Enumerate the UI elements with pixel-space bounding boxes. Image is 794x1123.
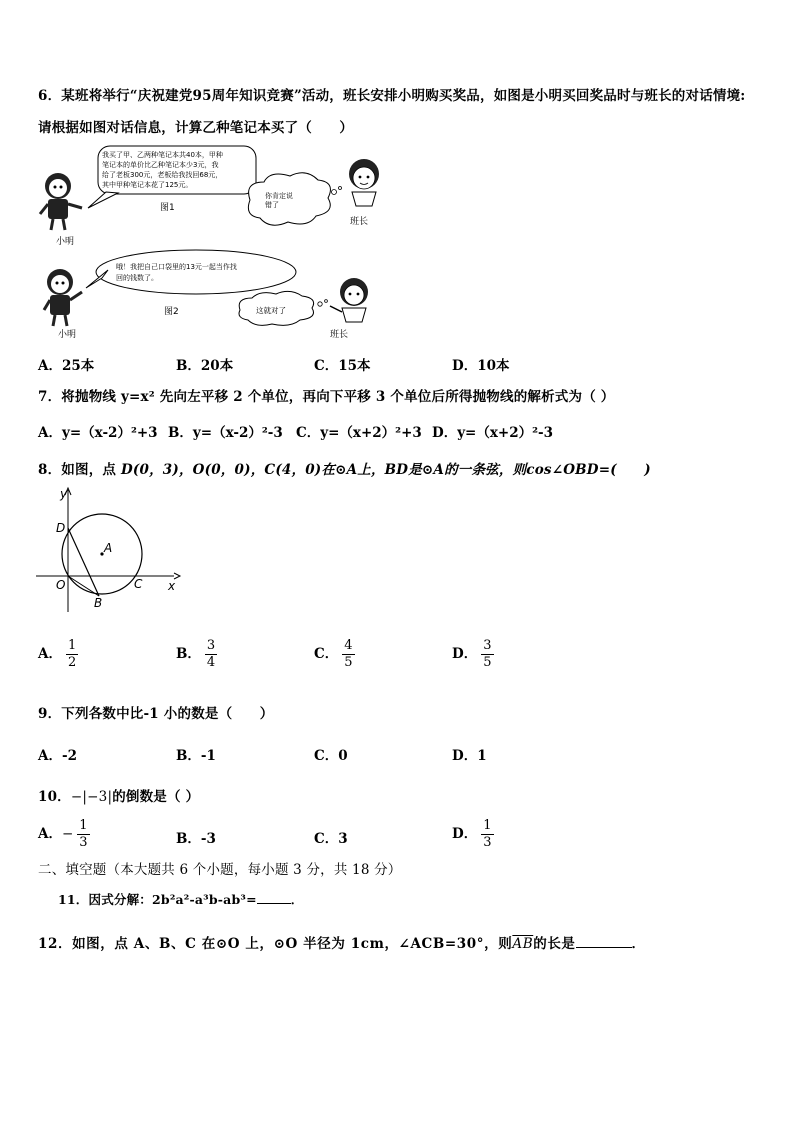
q10-option-b[interactable]: B．-3	[176, 831, 216, 847]
xiaoming-label-1: 小明	[56, 237, 75, 247]
q10-stem	[38, 785, 199, 805]
reply1-line-1: 你肯定说	[265, 192, 293, 200]
reply2-text: 这就对了	[256, 306, 286, 315]
q10-option-d-label: D．	[452, 826, 478, 842]
q7-option-a[interactable]: A．y=（x-2）²+3	[38, 425, 158, 441]
q12-stem-text: 12．如图，点 A、B、C 在⊙O 上，⊙O 半径为 1cm，∠ACB=30°，则	[38, 936, 513, 952]
q6-option-b[interactable]: B．20本	[176, 358, 234, 374]
label-c: C	[134, 577, 143, 591]
q10-expression: −|−3|	[70, 789, 113, 805]
q6-option-d[interactable]: D．10本	[452, 358, 510, 374]
q10-stem-suffix: 的倒数是（ ）	[112, 789, 200, 805]
q8-circle-figure	[34, 484, 184, 614]
q7-option-c[interactable]: C．y=（x+2）²+3	[296, 425, 422, 441]
q10-option-d[interactable]	[452, 818, 494, 851]
q12-answer-blank[interactable]	[576, 947, 632, 948]
q9-option-d[interactable]: D．1	[452, 748, 487, 764]
q8-option-c-fraction	[342, 638, 354, 671]
q8-option-b-den: 4	[206, 655, 216, 670]
q11-stem-text: 11．因式分解：2b²a²-a³b-ab³=	[58, 892, 257, 907]
q8-option-c-num: 4	[344, 638, 353, 653]
q10-option-a-den: 3	[79, 835, 88, 850]
q9-option-c[interactable]: C．0	[314, 748, 348, 764]
q8-option-a-label: A．	[38, 646, 62, 662]
q8-option-c-den: 5	[344, 655, 353, 670]
bubble1-line-3: 给了老板300元，老板给我找回68元，	[102, 171, 223, 179]
fig1-caption: 图1	[160, 203, 175, 213]
q8-option-a[interactable]	[38, 638, 78, 671]
q6-option-a[interactable]: A．25本	[38, 358, 95, 374]
q8-option-c-label: C．	[314, 646, 339, 662]
label-x: x	[168, 579, 176, 593]
q8-option-a-fraction	[66, 638, 78, 671]
bubble1-line-4: 其中甲种笔记本花了125元。	[102, 181, 193, 189]
q10-option-d-den: 3	[483, 835, 492, 850]
monitor-figure-1	[349, 159, 379, 206]
q9-option-b[interactable]: B．-1	[176, 748, 216, 764]
q10-option-d-fraction	[481, 818, 493, 851]
bubble1-line-1: 我买了甲、乙两种笔记本共40本，甲种	[102, 151, 223, 159]
label-a: A	[104, 541, 113, 555]
q8-option-b-num: 3	[206, 638, 216, 653]
fig2-caption: 图2	[164, 307, 179, 317]
label-d: D	[56, 521, 66, 535]
q6-stem-line1: 6．某班将举行“庆祝建党95周年知识竞赛”活动，班长安排小明购买奖品，如图是小明买回奖品时与班长的对话情境:	[38, 88, 746, 104]
bubble2-line-2: 回的钱数了。	[116, 274, 158, 282]
reply1-line-2: 错了	[265, 201, 279, 209]
q7-option-b[interactable]: B．y=（x-2）²-3	[168, 425, 283, 441]
label-o: O	[56, 578, 66, 592]
q9-stem: 9．下列各数中比-1 小的数是（ ）	[38, 706, 274, 722]
xiaoming-figure-1	[40, 173, 82, 230]
xiaoming-label-2: 小明	[58, 330, 77, 340]
monitor-figure-2	[330, 278, 368, 322]
q11-answer-blank[interactable]	[257, 903, 291, 904]
q12-stem	[38, 932, 646, 952]
q10-option-c[interactable]: C．3	[314, 831, 348, 847]
q8-stem	[38, 458, 651, 478]
q8-option-d[interactable]	[452, 638, 494, 671]
q10-option-a-label: A．	[38, 826, 62, 842]
q10-option-d-num: 1	[483, 818, 492, 833]
q7-stem: 7．将抛物线 y=x² 先向左平移 2 个单位，再向下平移 3 个单位后所得抛物线的解析式为（ ）	[38, 389, 615, 405]
q6-dialogue-figure	[36, 142, 396, 342]
section-2-heading: 二、填空题（本大题共 6 个小题，每小题 3 分，共 18 分）	[38, 862, 402, 878]
q12-stem-suffix: 的长是	[533, 936, 576, 952]
label-b: B	[94, 596, 103, 610]
q8-option-d-fraction	[481, 638, 493, 671]
q10-option-a-fraction	[77, 818, 89, 851]
q10-number: 10．	[38, 789, 71, 805]
monitor-label-1: 班长	[350, 217, 369, 227]
q8-option-a-den: 2	[67, 655, 77, 670]
bubble1-line-2: 笔记本的单价比乙种笔记本少3元，我	[102, 161, 219, 169]
q8-stem-prefix: 8．如图，点	[38, 462, 121, 478]
q10-option-a-num: 1	[79, 818, 88, 833]
q8-option-b[interactable]	[176, 638, 217, 671]
q11-stem	[58, 890, 303, 908]
label-y: y	[60, 487, 68, 501]
q8-option-b-label: B．	[176, 646, 201, 662]
xiaoming-figure-2	[44, 269, 82, 326]
q8-option-a-num: 1	[67, 638, 77, 653]
q8-option-d-num: 3	[483, 638, 492, 653]
q10-option-a-sign: −	[61, 826, 74, 842]
q10-option-a[interactable]	[38, 818, 90, 851]
q12-stem-end: ．	[631, 936, 646, 952]
q8-stem-math: D(0，3)，O(0，0)，C(4，0)在⊙A上，BD是⊙A的一条弦，则cos∠OBD=( )	[121, 462, 651, 478]
monitor-label-2: 班长	[330, 330, 349, 340]
bubble2-line-1: 哦！我把自己口袋里的13元一起当作找	[116, 263, 237, 271]
q9-option-a[interactable]: A．-2	[38, 748, 77, 764]
q12-arc-ab: $\overline{AB}$	[512, 936, 534, 952]
q8-option-b-fraction	[205, 638, 217, 671]
q7-option-d[interactable]: D．y=（x+2）²-3	[432, 425, 554, 441]
q8-option-d-den: 5	[483, 655, 492, 670]
q6-stem-line2: 请根据如图对话信息，计算乙种笔记本买了（ ）	[38, 120, 354, 136]
q8-option-c[interactable]	[314, 638, 355, 671]
q11-stem-end: ．	[290, 892, 304, 907]
q8-option-d-label: D．	[452, 646, 478, 662]
speech-bubble-2	[96, 250, 296, 294]
q6-option-c[interactable]: C．15本	[314, 358, 371, 374]
